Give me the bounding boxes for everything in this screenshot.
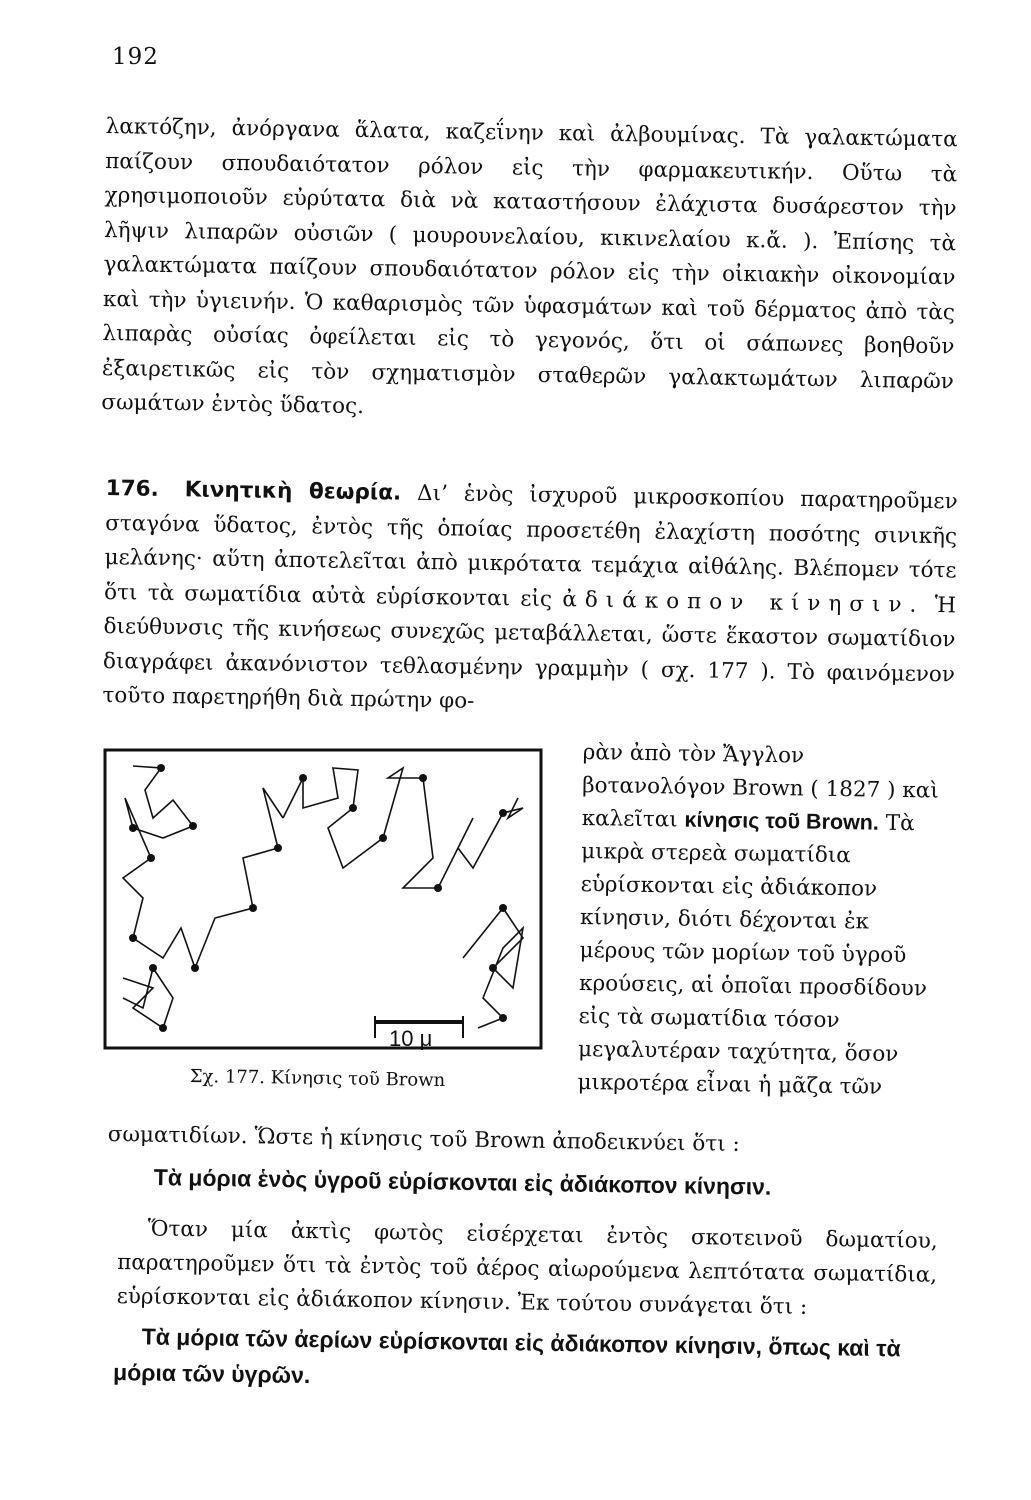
brownian-diagram [103,738,573,1058]
particle-path-2 [283,768,523,888]
section-spaced-phrase: ἀδιάκοπον κίνησιν. [562,586,925,618]
particle-point [379,834,387,842]
side-text [577,736,940,1105]
particle-point [499,1014,507,1022]
particle-point [274,844,282,852]
particle-point [129,824,137,832]
particle-point [147,854,155,862]
particle-point [129,934,137,942]
particle-point [499,904,507,912]
particle-point [489,964,497,972]
particle-point [249,904,257,912]
particle-point [159,1024,167,1032]
section-text-b: Ἡ διεύθυνσις τῆς κινήσεως συνεχῶς μεταβάλλεται, ὥστε ἕκαστον σωματίδιον διαγράφει ἀκανόνιστον τεθλασμένην γραμμὴν ( σχ. 177 ). Τὸ φαινόμενον τοῦτο παρετηρήθη διὰ πρώτην φο- [102,592,957,714]
page-number: 192 [112,44,159,70]
particle-point [149,964,157,972]
particle-point [349,804,357,812]
particle-point [189,822,197,830]
section-176 [102,472,958,727]
particle-path-1 [123,766,283,968]
paragraph-light-beam: Ὅταν μία ἀκτὶς φωτὸς εἰσέρχεται ἐντὸς σκοτεινοῦ δωματίου, παρατηροῦμεν ὅτι τὰ ἐντὸς τοῦ ἀέρος αἰωρούμενα λεπτότατα σωματίδια, εὑρίσκονται εἰς ἀδιάκοπον κίνησιν. Ἐκ τούτου συνάγεται ὅτι : [116,1216,938,1320]
particle-point [299,774,307,782]
particle-path-4 [123,968,173,1028]
particle-point [157,764,165,772]
section-number: 176. [105,475,159,502]
particle-point [419,774,427,782]
brownian-motion-figure [103,738,573,1058]
section-title: Κινητικὴ θεωρία. [184,477,402,506]
law-liquids: Τὰ μόρια ἑνὸς ὑγροῦ εὑρίσκονται εἰς ἀδιάκοπον κίνησιν. [153,1164,772,1200]
scale-label: 10 μ [389,1026,433,1051]
paragraph-emulsions: λακτόζην, ἀνόργανα ἅλατα, καζεΐνην καὶ ἀλβουμίνας. Τὰ γαλακτώματα παίζουν σπουδαιότατον ρόλον εἰς τὴν φαρμακευτικήν. Οὕτω τὰ χρησιμοποιοῦν εὐρύτατα διὰ νὰ καταστήσουν ἐλάχιστα δυσάρεστον τὴν λῆψιν λιπαρῶν οὐσιῶν ( μουρουνελαίου, κικινελαίου κ.ἄ. ). Ἐπίσης τὰ γαλακτώματα παίζουν σπουδαιότατον ρόλον εἰς τὴν οἰκιακὴν οἰκονομίαν καὶ τὴν ὑγιεινήν. Ὁ καθαρισμὸς τῶν ὑφασμάτων καὶ τοῦ δέρματος ἀπὸ τὰς λιπαρὰς οὐσίας ὀφείλεται εἰς τὸ γεγονός, ὅτι οἱ σάπωνες βοηθοῦν ἐξαιρετικῶς εἰς τὸν σχηματισμὸν σταθερῶν γαλακτωμάτων λιπαρῶν σωμάτων ἐντὸς ὕδατος. [101,113,958,420]
side-bold-term: κίνησις τοῦ Brown. [684,807,880,835]
section-text-a: Δι’ ἑνὸς ἰσχυροῦ μικροσκοπίου παρατηροῦμεν σταγόνα ὕδατος, ἐντὸς τῆς ὁποίας προσετέθη ἐλαχίστη ποσότης σινικῆς μελάνης· αὕτη ἀποτελεῖται ἀπὸ μικρότατα τεμάχια αἰθάλης. Βλέπομεν τότε ὅτι τὰ σωματίδια αὐτὰ εὑρίσκονται εἰς [103,480,958,612]
figure-caption: Σχ. 177. Κίνησις τοῦ Brown [189,1066,446,1092]
scale-bar [375,1016,463,1051]
side-text-a: ρὰν ἀπὸ τὸν Ἄγγλον βοτανολόγον Brown ( 1827 ) καὶ καλεῖται [581,739,939,833]
conclusion-line: σωματιδίων. Ὥστε ἡ κίνησις τοῦ Brown ἀποδεικνύει ὅτι : [107,1122,740,1157]
particle-point [434,884,442,892]
particle-point [499,809,507,817]
law-gases: Τὰ μόρια τῶν ἀερίων εὑρίσκονται εἰς ἀδιάκοπον κίνησιν, ὅπως καὶ τὰ μόρια τῶν ὑγρῶν. [112,1323,901,1389]
side-text-b: Τὰ μικρὰ στερεὰ σωματίδια εὑρίσκονται εἰς ἀδιάκοπον κίνησιν, διότι δέχονται ἐκ μέρους τῶν μορίων τοῦ ὑγροῦ κρούσεις, αἱ ὁποῖαι προσδίδουν εἰς τὰ σωματίδια τόσον μεγαλυτέραν ταχύτητα, ὅσον μικροτέρα εἶναι ἡ μᾶζα τῶν [577,810,928,1100]
particle-point [191,964,199,972]
